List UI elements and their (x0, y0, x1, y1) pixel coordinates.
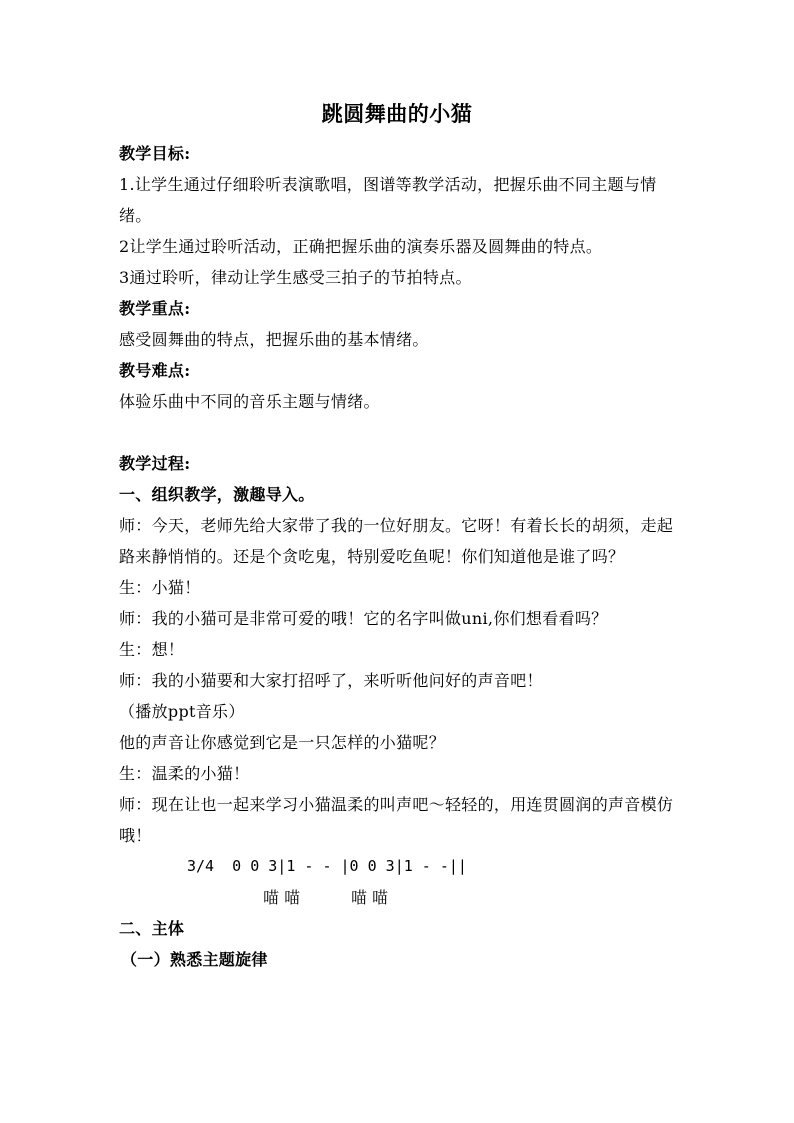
dialogue-line: 师：现在让也一起来学习小猫温柔的叫声吧～轻轻的，用连贯圆润的声音模仿哦！ (119, 795, 674, 845)
document-body (119, 138, 685, 975)
objective-item: 2让学生通过聆听活动，正确把握乐曲的演奏乐器及圆舞曲的特点。 (119, 237, 603, 256)
key-points-text: 感受圆舞曲的特点，把握乐曲的基本情绪。 (119, 330, 429, 349)
objectives-heading: 教学目标: (119, 144, 191, 163)
difficulties-text: 体验乐曲中不同的音乐主题与情绪。 (119, 392, 380, 411)
section-heading: 一、组织教学，激趣导入。 (119, 485, 315, 504)
notation-lyrics: 喵 喵 喵 喵 (263, 888, 389, 907)
dialogue-line: 生：小猫！ (119, 578, 201, 597)
key-points-heading: 教学重点: (119, 299, 191, 318)
music-notation: 3/4 0 0 3|1 - - |0 0 3|1 - -|| (187, 857, 467, 875)
objective-item: 1.让学生通过仔细聆听表演歌唱，图谱等教学活动，把握乐曲不同主题与情绪。 (119, 175, 657, 225)
dialogue-line: 他的声音让你感觉到它是一只怎样的小猫呢？ (119, 733, 446, 752)
subsection-heading: （一）熟悉主题旋律 (121, 950, 268, 969)
blank-line (119, 417, 685, 448)
dialogue-line: 生：想！ (119, 640, 185, 659)
dialogue-line: 师：我的小猫可是非常可爱的哦！它的名字叫做uni,你们想看看吗？ (119, 609, 608, 628)
dialogue-line: （播放ppt音乐） (119, 702, 245, 721)
section-heading: 二、主体 (119, 919, 185, 938)
document-title: 跳圆舞曲的小猫 (321, 101, 473, 126)
dialogue-line: 师：今天，老师先给大家带了我的一位好朋友。它呀！有着长长的胡须，走起路来静悄悄的。还是个贪吃鬼，特别爱吃鱼呢！你们知道他是谁了吗？ (119, 516, 674, 566)
difficulties-heading: 教号难点: (119, 361, 191, 380)
objective-item: 3通过聆听，律动让学生感受三拍子的节拍特点。 (119, 268, 472, 287)
process-heading: 教学过程: (119, 454, 191, 473)
dialogue-line: 师：我的小猫要和大家打招呼了，来听听他问好的声音吧！ (119, 671, 543, 690)
dialogue-line: 生：温柔的小猫！ (119, 764, 250, 783)
